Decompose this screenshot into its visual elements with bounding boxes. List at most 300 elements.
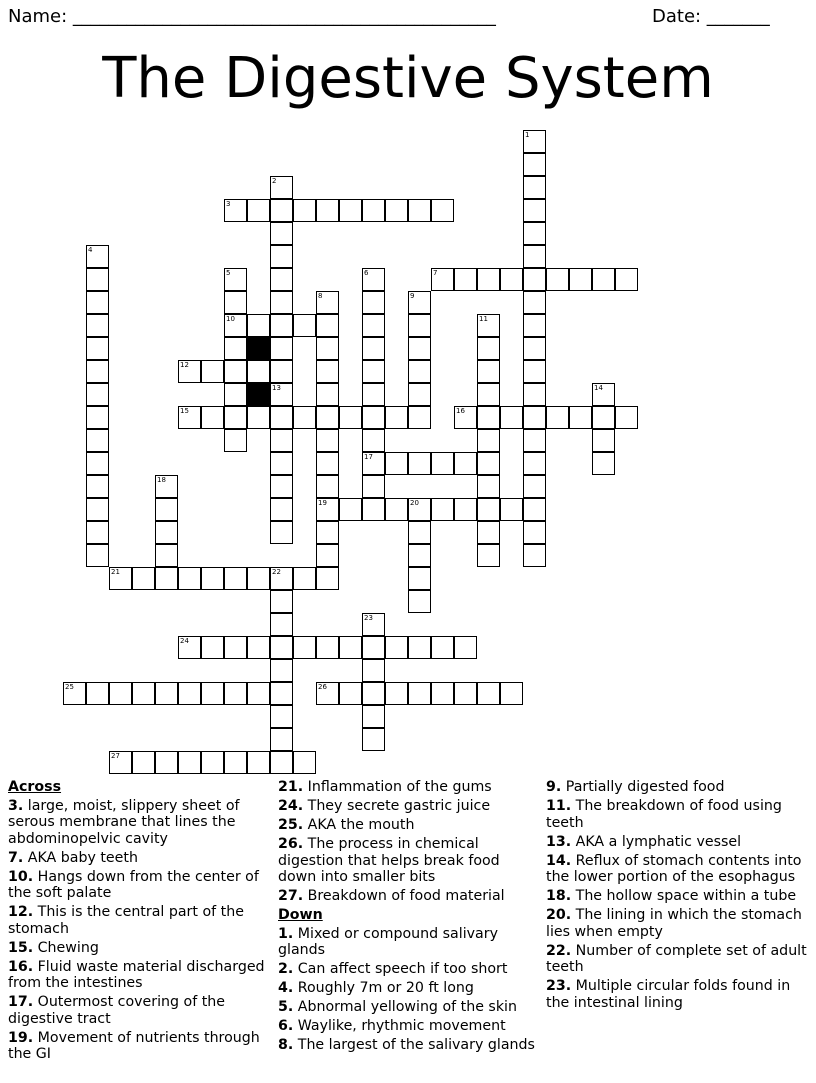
clue-number: 2	[272, 177, 277, 185]
grid-cell[interactable]	[201, 360, 224, 383]
grid-cell[interactable]	[477, 360, 500, 383]
grid-cell[interactable]	[316, 475, 339, 498]
grid-cell[interactable]	[523, 406, 546, 429]
grid-cell[interactable]	[247, 636, 270, 659]
grid-cell[interactable]	[224, 314, 247, 337]
grid-cell[interactable]	[477, 682, 500, 705]
date-line: Date: _______	[652, 6, 770, 27]
clue-item-text: Fluid waste material discharged from the intestines	[8, 958, 265, 991]
clue-column-3	[546, 779, 808, 1014]
clue-item	[8, 959, 270, 992]
grid-cell[interactable]	[362, 659, 385, 682]
grid-cell[interactable]	[155, 751, 178, 774]
clue-item-text: Abnormal yellowing of the skin	[293, 999, 517, 1015]
grid-cell[interactable]	[132, 682, 155, 705]
grid-cell[interactable]	[362, 360, 385, 383]
grid-cell[interactable]	[408, 498, 431, 521]
grid-cell[interactable]	[270, 291, 293, 314]
grid-cell[interactable]	[500, 682, 523, 705]
clue-item-text: Breakdown of food material	[303, 888, 505, 904]
grid-cell[interactable]	[178, 636, 201, 659]
grid-cell[interactable]	[431, 199, 454, 222]
grid-cell[interactable]	[316, 521, 339, 544]
grid-cell[interactable]	[316, 682, 339, 705]
grid-cell[interactable]	[270, 498, 293, 521]
grid-cell[interactable]	[454, 636, 477, 659]
grid-cell[interactable]	[86, 682, 109, 705]
grid-cell[interactable]	[178, 567, 201, 590]
grid-cell[interactable]	[155, 498, 178, 521]
clue-item	[8, 869, 270, 902]
grid-cell[interactable]	[270, 268, 293, 291]
clue-number: 11	[479, 315, 488, 323]
grid-cell[interactable]	[339, 406, 362, 429]
clue-number: 1	[525, 131, 530, 139]
clue-item	[546, 943, 808, 976]
grid-cell[interactable]	[362, 268, 385, 291]
clue-number: 25	[65, 683, 74, 691]
clue-item-text: AKA baby teeth	[23, 849, 138, 866]
grid-cell[interactable]	[408, 590, 431, 613]
grid-cell[interactable]	[86, 245, 109, 268]
grid-cell[interactable]	[155, 682, 178, 705]
clue-item-text: Reflux of stomach contents into the lower portion of the esophagus	[546, 852, 802, 885]
grid-cell[interactable]	[362, 291, 385, 314]
grid-cell[interactable]	[270, 613, 293, 636]
clue-item-text: Roughly 7m or 20 ft long	[293, 980, 474, 996]
grid-cell[interactable]	[615, 268, 638, 291]
clue-item-number: 12.	[8, 904, 34, 920]
grid-cell[interactable]	[523, 314, 546, 337]
clue-item-text: Number of complete set of adult teeth	[546, 942, 807, 975]
clue-item-text: Can affect speech if too short	[293, 961, 508, 977]
clue-item-text: Waylike, rhythmic movement	[293, 1018, 506, 1034]
clue-column-2	[278, 779, 540, 1056]
grid-cell[interactable]	[86, 360, 109, 383]
grid-cell[interactable]	[592, 383, 615, 406]
grid-cell[interactable]	[270, 452, 293, 475]
grid-cell[interactable]	[500, 498, 523, 521]
grid-cell[interactable]	[316, 406, 339, 429]
grid-cell[interactable]	[477, 268, 500, 291]
grid-cell[interactable]	[408, 452, 431, 475]
grid-cell[interactable]	[316, 452, 339, 475]
grid-cell[interactable]	[224, 751, 247, 774]
grid-cell[interactable]	[86, 544, 109, 567]
grid-cell[interactable]	[362, 682, 385, 705]
grid-cell[interactable]	[86, 452, 109, 475]
grid-cell[interactable]	[362, 728, 385, 751]
grid-cell[interactable]	[546, 406, 569, 429]
clue-item-number: 17.	[8, 994, 34, 1010]
clue-item-text: This is the central part of the stomach	[8, 904, 244, 937]
clue-item	[278, 798, 540, 815]
grid-cell[interactable]	[362, 613, 385, 636]
grid-cell[interactable]	[408, 337, 431, 360]
clue-number: 6	[364, 269, 369, 277]
grid-cell[interactable]	[408, 360, 431, 383]
clue-number: 12	[180, 361, 189, 369]
clue-number: 10	[226, 315, 235, 323]
grid-cell[interactable]	[86, 498, 109, 521]
clue-item	[278, 1037, 540, 1054]
grid-cell[interactable]	[270, 222, 293, 245]
grid-cell[interactable]	[523, 130, 546, 153]
grid-cell[interactable]	[270, 475, 293, 498]
grid-cell[interactable]	[224, 337, 247, 360]
grid-cell[interactable]	[339, 199, 362, 222]
grid-cell[interactable]	[316, 383, 339, 406]
clue-number: 27	[111, 752, 120, 760]
grid-cell[interactable]	[316, 291, 339, 314]
grid-cell[interactable]	[408, 521, 431, 544]
grid-cell[interactable]	[569, 406, 592, 429]
grid-cell[interactable]	[362, 705, 385, 728]
grid-cell[interactable]	[408, 383, 431, 406]
grid-cell[interactable]	[270, 728, 293, 751]
grid-cell[interactable]	[247, 360, 270, 383]
clue-item	[546, 834, 808, 851]
grid-cell[interactable]	[339, 636, 362, 659]
grid-cell[interactable]	[270, 429, 293, 452]
clue-item	[546, 853, 808, 886]
clue-item	[546, 907, 808, 940]
grid-cell[interactable]	[293, 314, 316, 337]
clue-item	[546, 888, 808, 905]
clue-number: 9	[410, 292, 415, 300]
grid-cell[interactable]	[477, 452, 500, 475]
grid-cell[interactable]	[523, 452, 546, 475]
grid-cell[interactable]	[523, 383, 546, 406]
clue-item	[546, 798, 808, 831]
grid-cell[interactable]	[178, 682, 201, 705]
grid-cell[interactable]	[362, 636, 385, 659]
grid-cell[interactable]	[224, 406, 247, 429]
clue-number: 17	[364, 453, 373, 461]
grid-cell[interactable]	[109, 751, 132, 774]
clue-item	[8, 1030, 270, 1063]
grid-cell[interactable]	[546, 268, 569, 291]
grid-black-cell	[247, 383, 270, 406]
grid-cell[interactable]	[408, 636, 431, 659]
grid-cell[interactable]	[477, 314, 500, 337]
grid-cell[interactable]	[224, 383, 247, 406]
grid-cell[interactable]	[270, 176, 293, 199]
grid-cell[interactable]	[201, 682, 224, 705]
grid-cell[interactable]	[523, 360, 546, 383]
clue-item-number: 14.	[546, 852, 572, 869]
grid-cell[interactable]	[339, 682, 362, 705]
grid-cell[interactable]	[431, 682, 454, 705]
grid-cell[interactable]	[477, 383, 500, 406]
grid-cell[interactable]	[431, 452, 454, 475]
clue-number: 21	[111, 568, 120, 576]
grid-cell[interactable]	[362, 199, 385, 222]
grid-cell[interactable]	[408, 199, 431, 222]
grid-cell[interactable]	[523, 475, 546, 498]
grid-cell[interactable]	[155, 475, 178, 498]
grid-cell[interactable]	[201, 567, 224, 590]
grid-cell[interactable]	[178, 360, 201, 383]
grid-cell[interactable]	[592, 406, 615, 429]
clue-item	[278, 961, 540, 978]
grid-cell[interactable]	[316, 567, 339, 590]
clue-number: 24	[180, 637, 189, 645]
grid-cell[interactable]	[109, 682, 132, 705]
grid-cell[interactable]	[592, 452, 615, 475]
grid-cell[interactable]	[155, 521, 178, 544]
grid-cell[interactable]	[385, 682, 408, 705]
grid-cell[interactable]	[385, 452, 408, 475]
clue-item-text: AKA the mouth	[303, 817, 415, 833]
grid-cell[interactable]	[316, 199, 339, 222]
grid-cell[interactable]	[523, 268, 546, 291]
grid-cell[interactable]	[592, 429, 615, 452]
grid-cell[interactable]	[247, 682, 270, 705]
grid-cell[interactable]	[86, 291, 109, 314]
grid-cell[interactable]	[224, 360, 247, 383]
grid-cell[interactable]	[86, 521, 109, 544]
grid-cell[interactable]	[132, 751, 155, 774]
grid-cell[interactable]	[86, 475, 109, 498]
clue-item-text: Partially digested food	[561, 779, 725, 795]
grid-cell[interactable]	[523, 176, 546, 199]
grid-cell[interactable]	[454, 498, 477, 521]
clue-item-number: 3.	[8, 797, 24, 814]
grid-cell[interactable]	[201, 636, 224, 659]
grid-cell[interactable]	[408, 567, 431, 590]
grid-cell[interactable]	[500, 406, 523, 429]
grid-cell[interactable]	[247, 314, 270, 337]
grid-cell[interactable]	[316, 314, 339, 337]
grid-cell[interactable]	[454, 268, 477, 291]
grid-cell[interactable]	[477, 429, 500, 452]
clue-number: 15	[180, 407, 189, 415]
grid-cell[interactable]	[523, 153, 546, 176]
grid-cell[interactable]	[316, 498, 339, 521]
grid-cell[interactable]	[454, 682, 477, 705]
grid-cell[interactable]	[247, 199, 270, 222]
grid-cell[interactable]	[408, 682, 431, 705]
grid-cell[interactable]	[362, 452, 385, 475]
grid-cell[interactable]	[408, 406, 431, 429]
clue-item-text: The hollow space within a tube	[571, 888, 797, 904]
grid-cell[interactable]	[224, 636, 247, 659]
grid-cell[interactable]	[454, 452, 477, 475]
grid-cell[interactable]	[362, 337, 385, 360]
grid-cell[interactable]	[477, 544, 500, 567]
clue-item	[546, 779, 808, 796]
clue-item	[278, 1018, 540, 1035]
clue-item-number: 27.	[278, 888, 304, 904]
grid-cell[interactable]	[431, 268, 454, 291]
grid-cell[interactable]	[293, 406, 316, 429]
clue-item	[278, 779, 540, 796]
clue-item-number: 16.	[8, 958, 34, 975]
clue-column-1	[8, 779, 270, 1065]
clue-item-number: 9.	[546, 779, 562, 795]
clue-item-number: 4.	[278, 980, 294, 996]
grid-cell[interactable]	[224, 199, 247, 222]
grid-cell[interactable]	[362, 429, 385, 452]
clue-item-text: Movement of nutrients through the GI	[8, 1029, 260, 1062]
clue-item-number: 2.	[278, 961, 294, 977]
grid-cell[interactable]	[408, 314, 431, 337]
grid-cell[interactable]	[477, 337, 500, 360]
grid-cell[interactable]	[569, 268, 592, 291]
grid-cell[interactable]	[385, 199, 408, 222]
clue-item-number: 20.	[546, 907, 572, 923]
clue-item	[278, 817, 540, 834]
grid-cell[interactable]	[155, 567, 178, 590]
grid-cell[interactable]	[224, 268, 247, 291]
clue-number: 13	[272, 384, 281, 392]
grid-cell[interactable]	[224, 682, 247, 705]
grid-cell[interactable]	[316, 544, 339, 567]
clue-item-text: The process in chemical digestion that helps break food down into smaller bits	[278, 836, 500, 885]
grid-cell[interactable]	[339, 498, 362, 521]
grid-cell[interactable]	[431, 636, 454, 659]
clue-item	[278, 836, 540, 886]
grid-cell[interactable]	[523, 429, 546, 452]
clue-number: 14	[594, 384, 603, 392]
clue-item	[8, 798, 270, 848]
grid-cell[interactable]	[132, 567, 155, 590]
clue-number: 26	[318, 683, 327, 691]
clue-number: 20	[410, 499, 419, 507]
grid-cell[interactable]	[362, 498, 385, 521]
grid-cell[interactable]	[270, 751, 293, 774]
clue-number: 7	[433, 269, 438, 277]
grid-cell[interactable]	[247, 751, 270, 774]
grid-cell[interactable]	[431, 498, 454, 521]
grid-cell[interactable]	[201, 751, 224, 774]
clue-number: 16	[456, 407, 465, 415]
grid-cell[interactable]	[270, 383, 293, 406]
grid-cell[interactable]	[293, 199, 316, 222]
grid-black-cell	[247, 337, 270, 360]
grid-cell[interactable]	[293, 751, 316, 774]
grid-cell[interactable]	[477, 406, 500, 429]
grid-cell[interactable]	[247, 406, 270, 429]
grid-cell[interactable]	[270, 245, 293, 268]
grid-cell[interactable]	[408, 291, 431, 314]
grid-cell[interactable]	[270, 682, 293, 705]
grid-cell[interactable]	[385, 406, 408, 429]
grid-cell[interactable]	[155, 544, 178, 567]
grid-cell[interactable]	[63, 682, 86, 705]
clue-item-number: 25.	[278, 817, 304, 833]
clue-number: 18	[157, 476, 166, 484]
grid-cell[interactable]	[362, 475, 385, 498]
clue-item-text: They secrete gastric juice	[303, 798, 491, 814]
grid-cell[interactable]	[523, 521, 546, 544]
grid-cell[interactable]	[86, 268, 109, 291]
grid-cell[interactable]	[500, 268, 523, 291]
grid-cell[interactable]	[247, 567, 270, 590]
grid-cell[interactable]	[270, 636, 293, 659]
grid-cell[interactable]	[270, 705, 293, 728]
grid-cell[interactable]	[615, 406, 638, 429]
grid-cell[interactable]	[224, 429, 247, 452]
grid-cell[interactable]	[270, 199, 293, 222]
clue-item-number: 19.	[8, 1029, 34, 1046]
grid-cell[interactable]	[201, 406, 224, 429]
grid-cell[interactable]	[362, 406, 385, 429]
clue-item-text: large, moist, slippery sheet of serous membrane that lines the abdominopelvic cavity	[8, 797, 240, 847]
grid-cell[interactable]	[477, 521, 500, 544]
grid-cell[interactable]	[270, 360, 293, 383]
grid-cell[interactable]	[270, 314, 293, 337]
grid-cell[interactable]	[270, 590, 293, 613]
grid-cell[interactable]	[523, 544, 546, 567]
grid-cell[interactable]	[592, 268, 615, 291]
grid-cell[interactable]	[362, 314, 385, 337]
clue-item	[8, 994, 270, 1027]
clue-item-number: 18.	[546, 888, 572, 904]
clue-item-text: Mixed or compound salivary glands	[278, 925, 498, 958]
clue-number: 23	[364, 614, 373, 622]
grid-cell[interactable]	[523, 291, 546, 314]
clue-item-number: 10.	[8, 868, 34, 885]
grid-cell[interactable]	[109, 567, 132, 590]
clue-item-number: 24.	[278, 798, 304, 814]
grid-cell[interactable]	[270, 337, 293, 360]
grid-cell[interactable]	[316, 360, 339, 383]
grid-cell[interactable]	[270, 521, 293, 544]
grid-cell[interactable]	[477, 475, 500, 498]
clue-item-text: Hangs down from the center of the soft palate	[8, 868, 259, 901]
grid-cell[interactable]	[224, 567, 247, 590]
grid-cell[interactable]	[293, 567, 316, 590]
grid-cell[interactable]	[178, 406, 201, 429]
grid-cell[interactable]	[477, 498, 500, 521]
clue-section-heading: Across	[8, 779, 62, 795]
grid-cell[interactable]	[270, 659, 293, 682]
clue-item-text: Chewing	[33, 939, 99, 956]
grid-cell[interactable]	[224, 291, 247, 314]
clue-item-number: 7.	[8, 849, 24, 866]
clue-item-number: 26.	[278, 836, 304, 852]
grid-cell[interactable]	[316, 429, 339, 452]
grid-cell[interactable]	[385, 498, 408, 521]
grid-cell[interactable]	[270, 406, 293, 429]
clue-item-number: 8.	[278, 1037, 294, 1053]
grid-cell[interactable]	[523, 199, 546, 222]
grid-cell[interactable]	[316, 337, 339, 360]
grid-cell[interactable]	[362, 383, 385, 406]
grid-cell[interactable]	[293, 636, 316, 659]
grid-cell[interactable]	[86, 429, 109, 452]
grid-cell[interactable]	[270, 567, 293, 590]
grid-cell[interactable]	[385, 636, 408, 659]
grid-cell[interactable]	[454, 406, 477, 429]
grid-cell[interactable]	[178, 751, 201, 774]
page-title: The Digestive System	[102, 46, 714, 111]
grid-cell[interactable]	[408, 544, 431, 567]
grid-cell[interactable]	[523, 245, 546, 268]
clue-item-text: AKA a lymphatic vessel	[571, 833, 742, 850]
grid-cell[interactable]	[316, 636, 339, 659]
grid-cell[interactable]	[523, 222, 546, 245]
grid-cell[interactable]	[86, 406, 109, 429]
grid-cell[interactable]	[86, 383, 109, 406]
grid-cell[interactable]	[523, 337, 546, 360]
name-line: Name: _______________________________________________	[8, 6, 496, 27]
grid-cell[interactable]	[86, 314, 109, 337]
grid-cell[interactable]	[86, 337, 109, 360]
grid-cell[interactable]	[523, 498, 546, 521]
